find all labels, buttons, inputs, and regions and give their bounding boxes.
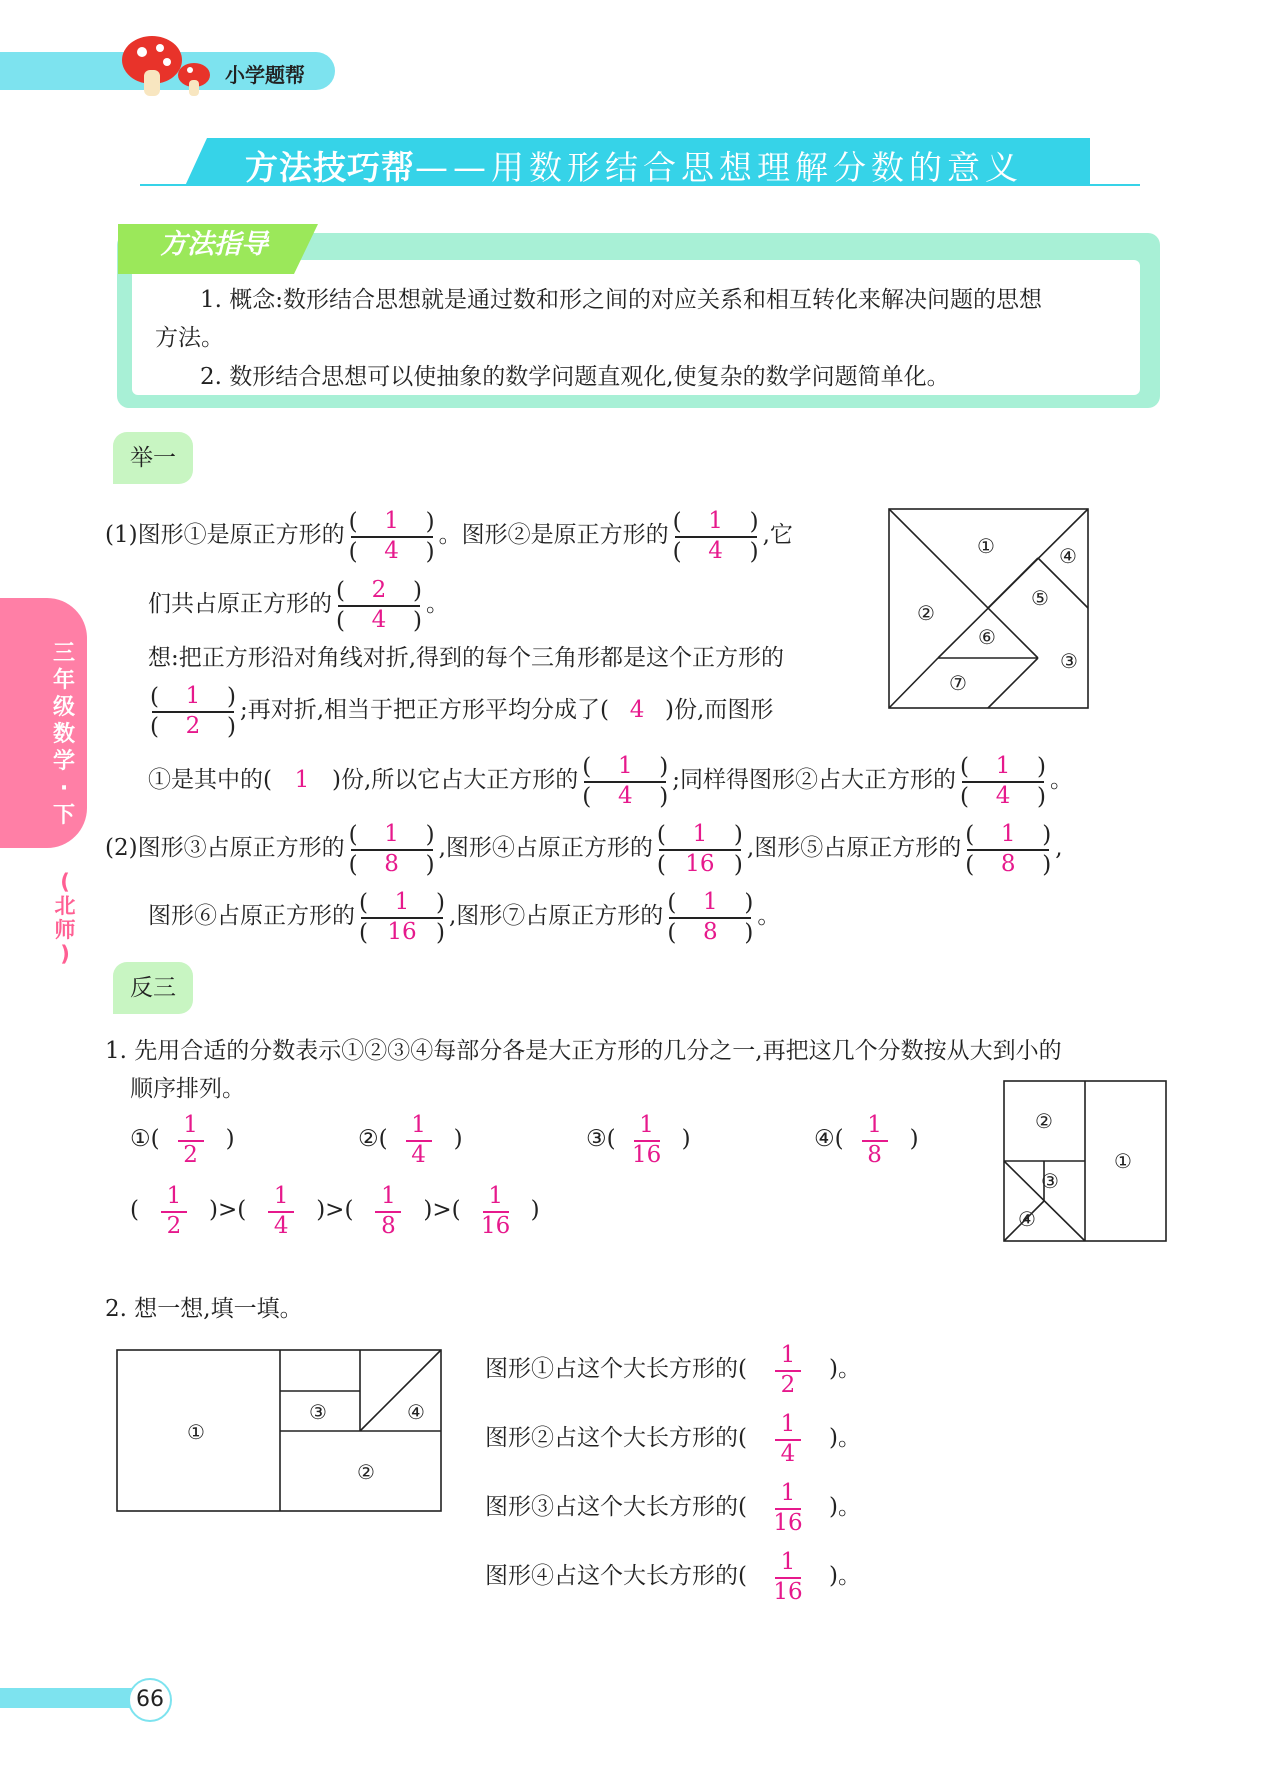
figure-label: ④: [407, 1400, 425, 1424]
method-tab-label: 方法指导: [160, 229, 268, 260]
fraction: $\frac{1}{8}$: [371, 1183, 405, 1239]
page-bar: [0, 1688, 145, 1708]
method-line-2: 2. 数形结合思想可以使抽象的数学问题直观化,使复杂的数学问题简单化。: [200, 364, 950, 390]
mushroom-icon: [112, 30, 222, 105]
ex-line-3: 想:把正方形沿对角线对折,得到的每个三角形都是这个正方形的: [148, 645, 785, 671]
fraction: $\frac{1}{16}$: [773, 1480, 803, 1536]
fraction: ( ) 1 ( ) 4: [960, 753, 1047, 810]
q1-answers: [130, 1112, 954, 1168]
figure-label: ⑤: [1031, 586, 1049, 610]
fraction: ( ) 1 ( ) 4: [672, 508, 759, 565]
figure-label: ③: [1041, 1169, 1059, 1193]
figure-label: ⑦: [949, 671, 967, 695]
method-line-1b: 方法。: [155, 325, 224, 351]
fraction: $\frac{1}{16}$: [773, 1549, 803, 1605]
q2-answer-line: 图形①占这个大长方形的( $\frac{1}{2}$ )。: [485, 1342, 861, 1398]
fraction: ( ) 1 ( ) 4: [348, 508, 435, 565]
q1-line-1: 1. 先用合适的分数表示①②③④每部分各是大正方形的几分之一,再把这几个分数按从大到小的: [105, 1038, 1062, 1064]
section-tag-example: 举一: [113, 432, 193, 484]
page-title: 方法技巧帮——用数形结合思想理解分数的意义: [245, 148, 1023, 187]
ex-line-1: (1)图形①是原正方形的 ( ) 1 ( ) 4 。图形②是原正方形的 ( ) 1 ( ) 4 ,它: [105, 508, 793, 565]
fraction: $\frac{1}{2}$: [771, 1342, 805, 1398]
figure-label: ③: [1060, 649, 1078, 673]
figure-label: ①: [977, 534, 995, 558]
ex-line-5: ①是其中的( 1 )份,所以它占大正方形的 ( ) 1 ( ) 4 ;同样得图形②占大正方形的 ( ) 1 ( ) 4 。: [148, 753, 1074, 810]
fraction: ( ) 1 ( ) 16: [359, 889, 445, 946]
q1-order: ( $\frac{1}{2}$ )>( $\frac{1}{4}$ )>( $\frac{1}{8}$ )>( $\frac{1}{16}$ ): [130, 1183, 540, 1239]
figure-label: ②: [357, 1460, 375, 1484]
square-figure: [1003, 1080, 1168, 1242]
fraction: $\frac{1}{2}$: [174, 1112, 208, 1168]
fraction: $\frac{1}{16}$: [631, 1112, 662, 1168]
rectangle-figure: [116, 1349, 443, 1513]
q2-answer-line: 图形③占这个大长方形的( $\frac{1}{16}$ )。: [485, 1480, 861, 1536]
tangram-figure: [888, 508, 1090, 710]
fraction: ( ) 2 ( ) 4: [336, 577, 422, 634]
fraction: $\frac{1}{4}$: [264, 1183, 298, 1239]
figure-label: ③: [309, 1400, 327, 1424]
answer-item: ①( $\frac{1}{2}$ ): [130, 1112, 235, 1168]
answer-item: ④( $\frac{1}{8}$ ): [814, 1112, 919, 1168]
ex-line-4: ( ) 1 ( ) 2 ;再对折,相当于把正方形平均分成了( 4 )份,而图形: [150, 683, 774, 740]
answer-item: ③( $\frac{1}{16}$ ): [586, 1112, 691, 1168]
figure-label: ④: [1059, 544, 1077, 568]
ex-line-7: 图形⑥占原正方形的 ( ) 1 ( ) 16 ,图形⑦占原正方形的 ( ) 1 ( ) 8 。: [148, 889, 781, 946]
figure-label: ②: [1035, 1109, 1053, 1133]
fraction: ( ) 1 ( ) 8: [965, 821, 1052, 878]
figure-label: ④: [1018, 1207, 1036, 1231]
fraction: ( ) 1 ( ) 16: [656, 821, 743, 878]
fraction: $\frac{1}{4}$: [402, 1112, 436, 1168]
page-number: 66: [128, 1678, 172, 1722]
q1-line-2: 顺序排列。: [130, 1076, 245, 1102]
q2-answer-line: 图形④占这个大长方形的( $\frac{1}{16}$ )。: [485, 1549, 861, 1605]
fraction: $\frac{1}{16}$: [481, 1183, 511, 1239]
section-tag-practice: 反三: [113, 962, 193, 1014]
fraction: ( ) 1 ( ) 8: [667, 889, 754, 946]
ex-line-6: (2)图形③占原正方形的 ( ) 1 ( ) 8 ,图形④占原正方形的 ( ) 1 ( ) 16 ,图形⑤占原正方形的 ( ) 1 ( ) 8 ,: [105, 821, 1063, 878]
side-edition-label: ( 北 师 ): [54, 870, 76, 966]
fraction: ( ) 1 ( ) 2: [150, 683, 236, 740]
figure-label: ⑥: [978, 625, 996, 649]
figure-label: ②: [917, 601, 935, 625]
answer-item: ②( $\frac{1}{4}$ ): [358, 1112, 463, 1168]
figure-label: ①: [187, 1420, 205, 1444]
brand-label: 小学题帮: [225, 63, 305, 87]
q2-title: 2. 想一想,填一填。: [105, 1296, 303, 1322]
fraction: $\frac{1}{4}$: [771, 1411, 805, 1467]
fraction: ( ) 1 ( ) 4: [582, 753, 669, 810]
fraction: $\frac{1}{2}$: [157, 1183, 191, 1239]
side-grade-label: 三 年 级 数 学 · 下: [52, 641, 75, 828]
q2-answer-line: 图形②占这个大长方形的( $\frac{1}{4}$ )。: [485, 1411, 861, 1467]
ex-line-2: 们共占原正方形的 ( ) 2 ( ) 4 。: [148, 577, 449, 634]
fraction: ( ) 1 ( ) 8: [348, 821, 435, 878]
method-line-1: 1. 概念:数形结合思想就是通过数和形之间的对应关系和相互转化来解决问题的思想: [200, 287, 1043, 313]
figure-label: ①: [1114, 1149, 1132, 1173]
fraction: $\frac{1}{8}$: [858, 1112, 892, 1168]
